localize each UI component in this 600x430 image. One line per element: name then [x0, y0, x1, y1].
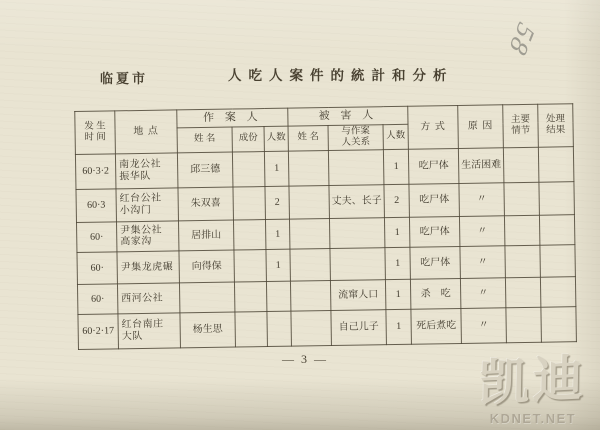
cell-victim-count: 1 — [385, 247, 411, 279]
col-group-perpetrator: 作 案 人 — [177, 108, 288, 128]
cell-perp-count: 2 — [265, 186, 290, 219]
cell-location: 西河公社 — [117, 283, 179, 314]
col-header-reason: 原 因 — [458, 105, 504, 149]
cell-time: 60· — [77, 252, 117, 285]
cell-perp-status — [232, 151, 265, 186]
cell-reason: 〃 — [461, 308, 507, 344]
cell-reason: 〃 — [459, 183, 505, 217]
col-header-perp-count: 人数 — [264, 126, 288, 151]
cell-time: 60·3 — [76, 189, 117, 223]
cell-perp-name: 朱双喜 — [178, 187, 234, 221]
cell-victim-name — [290, 248, 330, 281]
cell-location: 南龙公社 振华队 — [115, 153, 178, 189]
cell-location: 尹集公社 高家沟 — [116, 221, 178, 252]
cell-location: 红台公社 小沟门 — [116, 188, 179, 222]
watermark-kdnet-url: KDNET.NET — [489, 411, 577, 426]
cell-result — [538, 147, 574, 183]
cell-result — [541, 307, 577, 343]
cell-perp-name: 居排山 — [178, 220, 233, 251]
cell-details — [505, 215, 540, 246]
cell-victim-name — [291, 310, 332, 346]
cell-perp-name: 向得保 — [179, 250, 234, 283]
cell-relation — [329, 218, 384, 249]
cell-relation: 丈夫、长子 — [329, 185, 385, 219]
cell-details — [505, 245, 540, 278]
col-header-time: 发 生 时 间 — [75, 111, 116, 154]
cell-details — [506, 307, 542, 343]
cell-perp-status — [233, 186, 266, 219]
cell-method: 吃尸体 — [408, 148, 459, 184]
cell-relation — [328, 150, 384, 186]
col-header-result: 处理 结果 — [538, 104, 574, 147]
col-header-perp-status: 成份 — [232, 127, 264, 152]
col-header-relation: 与作案 人关系 — [328, 125, 383, 151]
cases-table — [74, 103, 577, 350]
cell-result — [539, 182, 575, 216]
cell-victim-name — [290, 218, 330, 249]
cell-details — [503, 147, 539, 183]
col-header-location: 地 点 — [115, 110, 178, 154]
table-row — [78, 307, 577, 350]
cell-relation — [330, 248, 385, 281]
cell-perp-status — [234, 281, 266, 311]
cell-victim-name — [290, 280, 330, 311]
cell-reason: 〃 — [460, 278, 505, 309]
cell-perp-name — [179, 282, 234, 313]
cell-result — [540, 245, 575, 278]
cell-time: 60· — [77, 284, 117, 315]
cell-location: 尹集龙虎碾 — [117, 251, 179, 284]
cell-method: 死后煮吃 — [411, 308, 462, 344]
cell-result — [540, 215, 575, 246]
cell-reason: 生活困难 — [458, 148, 504, 184]
cell-method: 吃尸体 — [410, 246, 460, 279]
cell-time: 60·2·17 — [78, 314, 119, 350]
cell-relation: 流窜人口 — [330, 280, 385, 311]
cell-location: 红台南庄 大队 — [118, 313, 181, 349]
col-header-perp-name: 姓 名 — [177, 127, 232, 153]
watermark-kaidi-logo: 凯迪 — [478, 350, 588, 412]
col-header-method: 方 式 — [408, 106, 459, 150]
cell-method: 吃尸体 — [410, 216, 460, 247]
cell-victim-count: 1 — [386, 309, 412, 344]
cell-perp-count — [266, 281, 290, 311]
handwritten-mark: 58 — [503, 17, 541, 62]
cell-perp-status — [234, 249, 266, 281]
cell-victim-count: 1 — [384, 217, 409, 247]
cell-perp-name: 杨生思 — [180, 312, 236, 348]
cell-reason: 〃 — [460, 246, 505, 279]
cell-perp-name: 邱三德 — [177, 152, 233, 188]
cell-victim-name — [288, 150, 329, 186]
cell-victim-count: 2 — [384, 184, 410, 217]
cell-perp-count: 1 — [264, 151, 289, 186]
col-header-details: 主要 情节 — [503, 104, 539, 147]
cell-details — [504, 182, 540, 216]
cell-victim-count: 1 — [383, 149, 409, 184]
col-group-victim: 被 害 人 — [288, 106, 408, 126]
col-header-victim-count: 人数 — [383, 124, 408, 149]
watermark — [474, 350, 592, 426]
document-title: 人吃人案件的統計和分析 — [228, 68, 454, 83]
cell-perp-count: 1 — [266, 249, 291, 281]
cell-perp-count: 1 — [265, 219, 289, 249]
cell-victim-count: 1 — [385, 279, 410, 309]
page-number: — 3 — — [282, 352, 328, 366]
cell-victim-name — [289, 185, 330, 219]
cell-details — [505, 277, 540, 308]
col-header-victim-name: 姓 名 — [288, 126, 328, 151]
cell-method: 吃尸体 — [409, 183, 460, 217]
cell-time: 60·3·2 — [75, 154, 116, 190]
cell-reason: 〃 — [460, 216, 505, 247]
cell-perp-status — [235, 311, 268, 346]
region-label: 临夏市 — [100, 71, 149, 86]
cell-perp-status — [233, 219, 265, 249]
cell-method: 杀 吃 — [410, 278, 460, 309]
cell-perp-count — [267, 311, 292, 346]
cell-result — [540, 277, 575, 308]
cell-time: 60· — [76, 222, 116, 253]
cell-relation: 自己儿子 — [331, 310, 387, 346]
